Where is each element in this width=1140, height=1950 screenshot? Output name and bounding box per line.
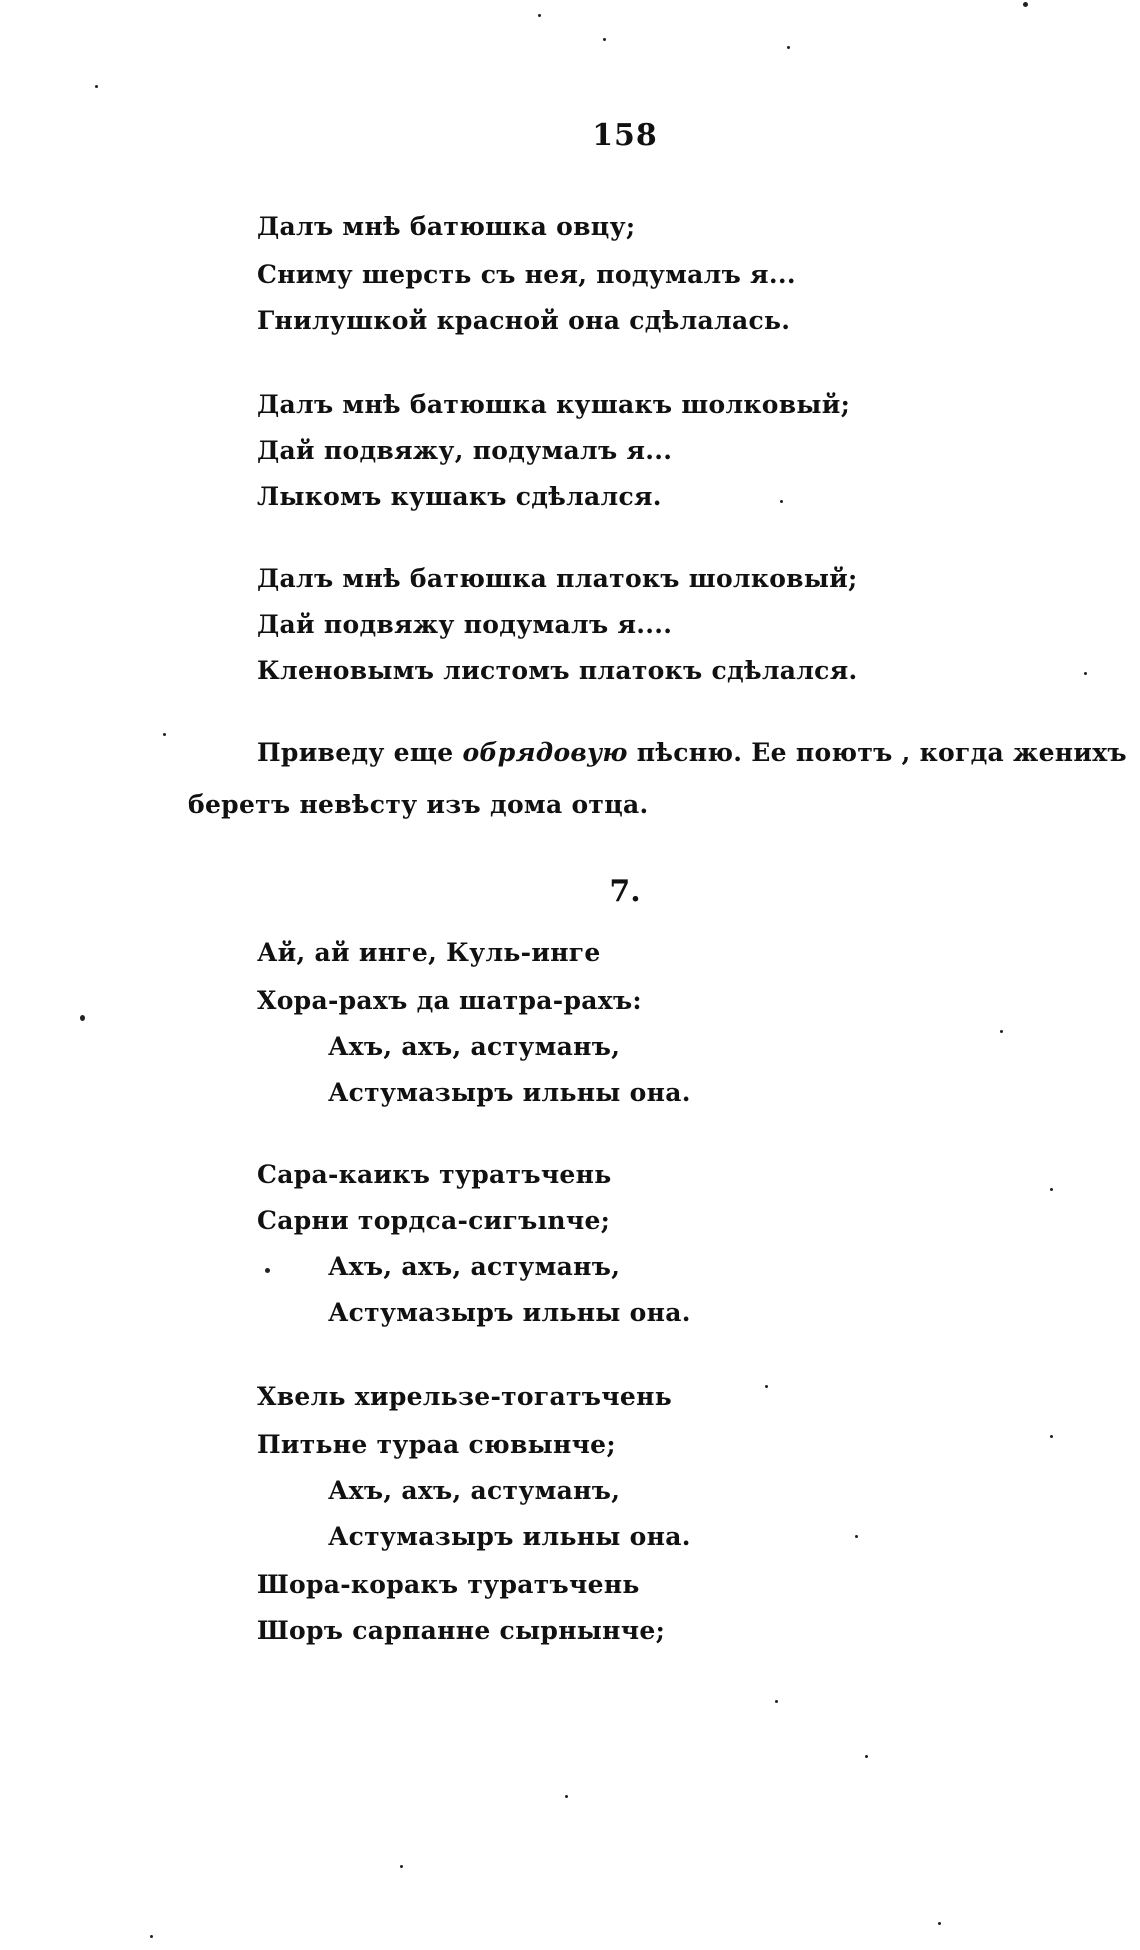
prose-line-1 bbox=[257, 740, 1127, 765]
scan-speck bbox=[1084, 672, 1087, 675]
scan-speck bbox=[400, 1865, 403, 1868]
song-stanza-3-line-5: Шора-коракъ туратъчень bbox=[257, 1570, 640, 1599]
scan-speck bbox=[775, 1700, 778, 1703]
scan-speck bbox=[1000, 1030, 1003, 1033]
scan-speck bbox=[95, 85, 98, 88]
stanza-2-line-3: Лыкомъ кушакъ сдѣлался. bbox=[257, 482, 662, 511]
scan-speck bbox=[538, 14, 541, 17]
stanza-1-line-3: Гнилушкой красной она сдѣлалась. bbox=[257, 306, 791, 335]
song-stanza-3-line-6: Шоръ сарпанне сырнынче; bbox=[257, 1616, 666, 1645]
song-stanza-1-line-3: Ахъ, ахъ, астуманъ, bbox=[328, 1032, 621, 1061]
prose-line-2: беретъ невѣсту изъ дома отца. bbox=[188, 790, 649, 819]
song-stanza-3-line-1: Хвель хирельзе-тогатъчень bbox=[257, 1382, 672, 1411]
scan-speck bbox=[780, 500, 783, 503]
scan-speck bbox=[1050, 1188, 1053, 1191]
scan-speck bbox=[565, 1795, 568, 1798]
scan-speck bbox=[1050, 1435, 1053, 1438]
song-stanza-1-line-2: Хора-рахъ да шатра-рахъ: bbox=[257, 986, 642, 1015]
scan-speck bbox=[855, 1535, 858, 1538]
stanza-2-line-2: Дай подвяжу, подумалъ я... bbox=[257, 436, 673, 465]
song-stanza-3-line-3: Ахъ, ахъ, астуманъ, bbox=[328, 1476, 621, 1505]
prose-italic-word: обрядовую bbox=[462, 738, 628, 767]
scan-speck bbox=[265, 1268, 270, 1273]
scan-speck bbox=[765, 1385, 768, 1388]
song-number: 7. bbox=[609, 874, 641, 909]
song-stanza-2-line-1: Сара-каикъ туратъчень bbox=[257, 1160, 612, 1189]
stanza-3-line-1: Далъ мнѣ батюшка платокъ шолковый; bbox=[257, 564, 858, 593]
stanza-3-line-2: Дай подвяжу подумалъ я.... bbox=[257, 610, 673, 639]
scan-speck bbox=[163, 733, 166, 736]
song-stanza-1-line-1: Ай, ай инге, Куль-инге bbox=[257, 938, 601, 967]
song-stanza-2-line-2: Сарни тордса-сигъınче; bbox=[257, 1206, 611, 1235]
scan-speck bbox=[603, 38, 606, 41]
page-number: 158 bbox=[592, 118, 658, 153]
song-stanza-3-line-4: Астумазыръ ильны она. bbox=[328, 1522, 691, 1551]
scan-speck bbox=[787, 46, 790, 49]
scan-speck bbox=[150, 1935, 153, 1938]
stanza-2-line-1: Далъ мнѣ батюшка кушакъ шолковый; bbox=[257, 390, 851, 419]
stanza-3-line-3: Кленовымъ листомъ платокъ сдѣлался. bbox=[257, 656, 858, 685]
scan-speck bbox=[865, 1755, 868, 1758]
scan-speck bbox=[80, 1015, 85, 1021]
prose-part-1: Приведу еще bbox=[257, 738, 463, 767]
song-stanza-1-line-4: Астумазыръ ильны она. bbox=[328, 1078, 691, 1107]
song-stanza-2-line-3: Ахъ, ахъ, астуманъ, bbox=[328, 1252, 621, 1281]
stanza-1-line-1: Далъ мнѣ батюшка овцу; bbox=[257, 212, 636, 241]
scan-speck bbox=[938, 1922, 941, 1925]
scan-speck bbox=[1023, 2, 1028, 7]
stanza-1-line-2: Сниму шерсть съ нея, подумалъ я... bbox=[257, 260, 796, 289]
song-stanza-3-line-2: Питьне тураа сювынче; bbox=[257, 1430, 616, 1459]
song-stanza-2-line-4: Астумазыръ ильны она. bbox=[328, 1298, 691, 1327]
prose-part-2: пѣсню. Ее поютъ , когда женихъ bbox=[627, 738, 1127, 767]
